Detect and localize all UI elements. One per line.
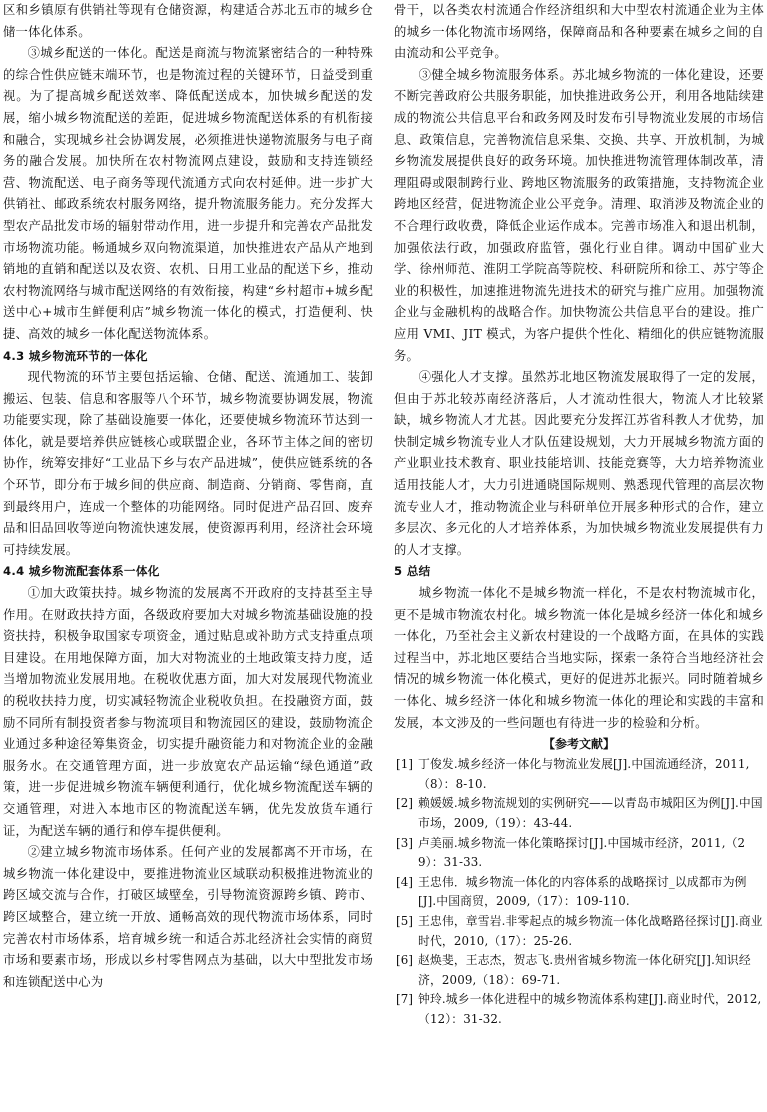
reference-item (394, 873, 764, 912)
paragraph-policy-support: ①加大政策扶持。城乡物流的发展离不开政府的支持甚至主导作用。在财政扶持方面，各级政府要加大对城乡物流基础设施的投资扶持，积极争取国家专项资金，通过贴息或补助方式支持重点项目建设。在用地保障方面，加大对物流业的土地政策支持力度，适当增加物流业发展用地。在税收优惠方面，加大对发展现代物流业的税收扶持力度，切实减轻物流企业税收负担。在投融资方面，鼓励不同所有制投资者参与物流项目和物流园区的建设，鼓励物流企业通过多种途径筹集资金，切实提升融资能力和对物流企业的金融服务水。在交通管理方面，进一步放宽农产品运输“绿色通道”政策，进一步促进城乡物流车辆便利通行，优化城乡物流配送车辆的交通管理，对进入本地市区的物流配送车辆，优先发放货车通行证，为配送车辆的通行和停车提供便利。 (3, 586, 373, 838)
paragraph-service-system: ③健全城乡物流服务体系。苏北城乡物流的一体化建设，还要不断完善政府公共服务职能，加快推进政务公开，利用各地陆续建成的物流公共信息平台和政务网及时发布引导物流业发展的市场信息、政策信息，完善物流信息采集、交换、共享、开放机制，为城乡物流发展提供良好的政务环境。加快推进物流管理体制改革，清理阻碍或限制跨行业、跨地区物流服务的政策措施，支持物流企业跨地区经营，促进物流企业公平竞争。清理、取消涉及物流企业的不合理行政收费，降低企业运作成本。完善市场准入和退出机制，加强依法行政，加强政府监管，强化行业自律。调动中国矿业大学、徐州师范、淮阴工学院高等院校、科研院所和徐工、苏宁等企业的积极性，加速推进物流先进技术的研究与推广应用。加强物流企业与金融机构的战略合作。加快物流公共信息平台的建设。推广应用 VMI、JIT 模式，为客户提供个性化、精细化的供应链物流服务。 (394, 67, 764, 363)
heading-4-4: 4.4 城乡物流配套体系一体化 (3, 564, 160, 579)
reference-number: [3] (396, 835, 414, 850)
heading-5-summary: 5 总结 (394, 564, 431, 579)
paragraph-distribution: ③城乡配送的一体化。配送是商流与物流紧密结合的一种特殊的综合性供应链末端环节，也是物流过程的关键环节，日益受到重视。为了提高城乡配送效率、降低配送成本，加快城乡配送的发展，缩小城乡物流配送的差距，促进城乡物流配送体系的有机衔接和融合，实现城乡社会协调发展，必须推进快递物流服务与电子商务的融合发展。加快所在农村物流网点建设，鼓励和支持连锁经营、物流配送、电子商务等现代流通方式向农村延伸。进一步扩大供销社、邮政系统农村服务网络，提升物流服务能力。充分发挥大型农产品批发市场的辐射带动作用，进一步提升和完善农产品批发市场物流功能。畅通城乡双向物流渠道，加快推进农产品从产地到销地的直销和配送以及农资、农机、日用工业品的配送下乡，推动农村物流网络与城市配送网络的有效衔接，构建“乡村超市+城乡配送中心+城市生鲜便利店”城乡物流一体化的模式，打造便利、快捷、高效的城乡一体化配送物流体系。 (3, 46, 373, 341)
reference-text: 卢美丽.城乡物流一体化策略探讨[J].中国城市经济，2011,（29）：31-33. (418, 835, 746, 870)
reference-number: [6] (396, 953, 414, 968)
reference-item (394, 755, 764, 794)
reference-text: 钟玲.城乡一体化进程中的城乡物流体系构建[J].商业时代，2012,（12）：31-32. (418, 992, 762, 1026)
paragraph-talent-support: ④强化人才支撑。虽然苏北地区物流发展取得了一定的发展，但由于苏北较苏南经济落后，人才流动性很大，物流人才比较紧缺，城乡物流人才尤甚。因此要充分发挥江苏省科教人才优势，加快制定城乡物流专业人才队伍建设规划，大力开展城乡物流方面的产业职业技术教育、职业技能培训、技能竞赛等，大力培养物流业适用技能人才，大力引进通晓国际规则、熟悉现代管理的高层次物流专业人才，推动物流企业与科研单位开展多种形式的合作，建立多层次、多元化的人才培养体系，为加快城乡物流业发展提供有力的人才支撑。 (394, 370, 764, 557)
paragraph-summary: 城乡物流一体化不是城乡物流一样化，不是农村物流城市化，更不是城市物流农村化。城乡物流一体化是城乡经济一体化和城乡一体化，乃至社会主义新农村建设的一个战略方面，在具体的实践过程当中，苏北地区要结合当地实际，探索一条符合当地经济社会情况的城乡物流一体化模式，更好的促进苏北振兴。同时随着城乡一体化、城乡经济一体化和城乡物流一体化的理论和实践的丰富和发展，本文涉及的一些问题也有待进一步的检验和分析。 (394, 586, 764, 730)
reference-list (394, 755, 764, 1029)
reference-number: [4] (396, 874, 414, 889)
reference-number: [1] (396, 757, 414, 772)
reference-number: [2] (396, 796, 414, 811)
reference-number: [7] (396, 992, 414, 1007)
reference-text: 王忠伟，章雪岩.非零起点的城乡物流一体化战略路径探讨[J].商业时代，2010,（17）：25-26. (418, 913, 763, 948)
paragraph-logistics-links: 现代物流的环节主要包括运输、仓储、配送、流通加工、装卸搬运、包装、信息和客服等八个环节，城乡物流要协调发展，物流功能要实现，除了基础设施要一体化，还要使城乡物流环节达到一体化，就是要培养供应链核心或联盟企业，各环节主体之间的密切协作，统筹安排好“工业品下乡与农产品进城”，使供应链系统的各个环节，即分布于城乡间的供应商、制造商、分销商、零售商，直到最终用户，连成一个整体的功能网络。同时促进产品召回、废弃品和旧品回收等逆向物流快速发展，使资源再利用，经济社会环境可持续发展。 (3, 370, 373, 557)
reference-item (394, 912, 764, 951)
paragraph-market-system: ②建立城乡物流市场体系。任何产业的发展都离不开市场，在城乡物流一体化建设中，要推进物流业区域联动积极推进物流业的跨区域交流与合作，打破区域壁垒，引导物流资源跨乡镇、跨市、跨区域整合，建立统一开放、通畅高效的现代物流市场体系，同时完善农村市场体系，培育城乡统一和适合苏北经济社会实情的商贸市场和要素市场，形成以乡村零售网点为基础，以大中型批发市场和连锁配送中心为 (3, 845, 373, 989)
reference-text: 王忠伟．城乡物流一体化的内容体系的战略探讨_以成都市为例[J].中国商贸，2009,（17）：109-110. (418, 874, 747, 909)
reference-text: 赖媛媛.城乡物流规划的实例研究——以青岛市城阳区为例[J].中国市场，2009,（19）：43-44. (418, 796, 763, 830)
paragraph-market-system-cont: 骨干，以各类农村流通合作经济组织和大中型农村流通企业为主体的城乡一体化物流市场网络，保障商品和各种要素在城乡之间的自由流动和公平竞争。 (394, 3, 764, 61)
reference-item (394, 794, 764, 833)
references-title: 【参考文献】 (542, 737, 615, 752)
reference-item (394, 834, 764, 873)
reference-item (394, 951, 764, 990)
reference-number: [5] (396, 913, 414, 928)
reference-text: 丁俊发.城乡经济一体化与物流业发展[J].中国流通经济，2011,（8）：8-10. (418, 757, 750, 791)
reference-text: 赵焕斐，王志杰，贺志飞.贵州省城乡物流一体化研究[J].知识经济，2009,（18）：69-71. (418, 953, 751, 987)
reference-item (394, 990, 764, 1029)
left-column (3, 0, 373, 993)
paragraph-warehousing-end: 区和乡镇原有供销社等现有仓储资源，构建适合苏北五市的城乡仓储一体化体系。 (3, 3, 373, 39)
right-column (394, 0, 764, 1030)
heading-4-3: 4.3 城乡物流环节的一体化 (3, 348, 148, 363)
